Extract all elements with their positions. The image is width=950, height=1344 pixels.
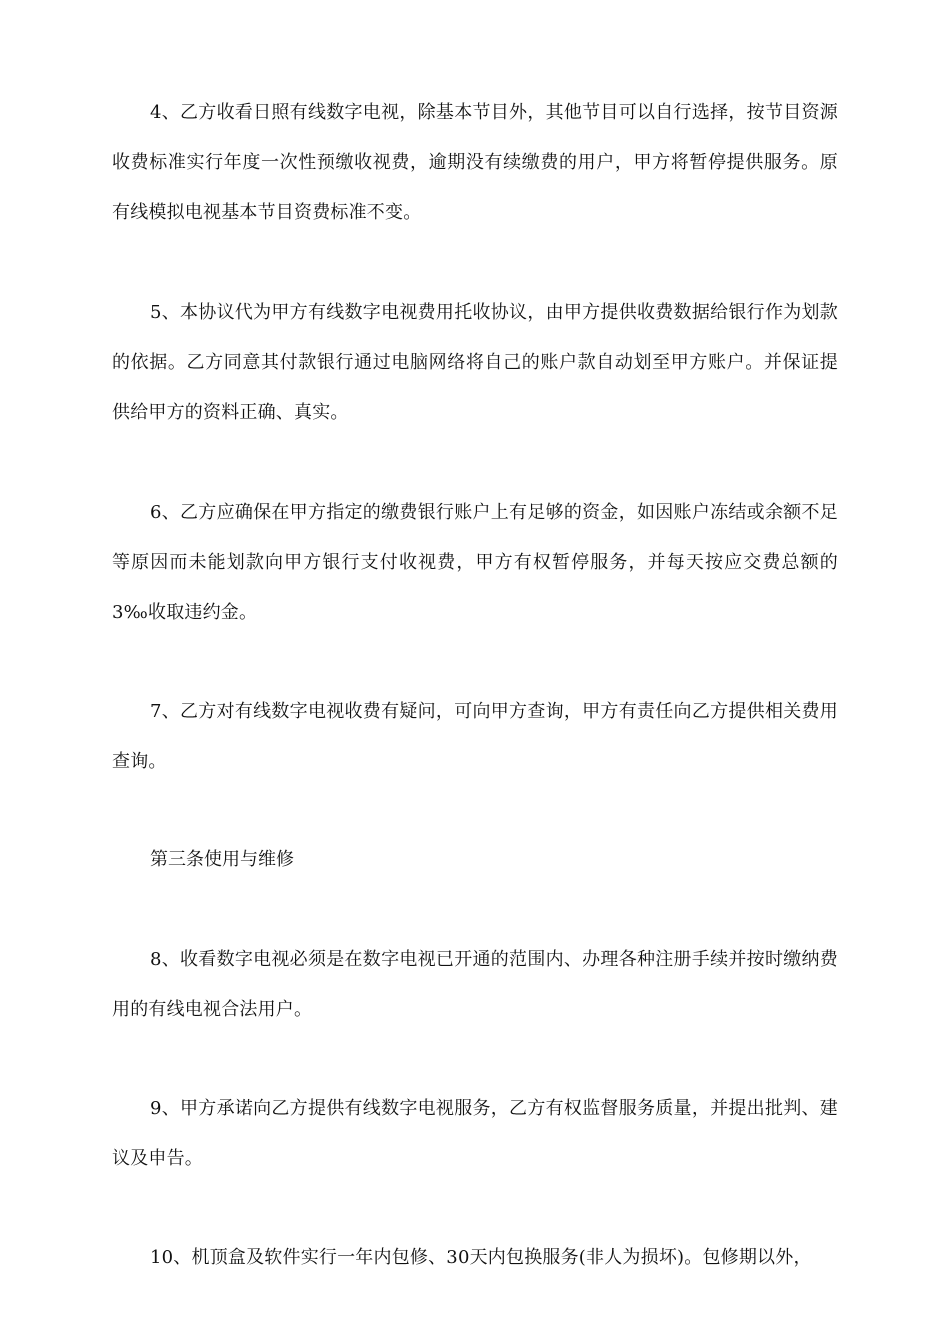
section-heading: 第三条使用与维修 xyxy=(150,849,294,870)
paragraph-4: 4、乙方收看日照有线数字电视，除基本节目外，其他节目可以自行选择，按节目资源收费标准实行年度一次性预缴收视费，逾期没有续缴费的用户，甲方将暂停提供服务。原有线模拟电视基本节目资费标准不变。 xyxy=(112,102,838,223)
paragraph-6: 6、乙方应确保在甲方指定的缴费银行账户上有足够的资金，如因账户冻结或余额不足等原因而未能划款向甲方银行支付收视费，甲方有权暂停服务，并每天按应交费总额的3‰收取违约金。 xyxy=(112,502,838,623)
paragraph-5: 5、本协议代为甲方有线数字电视费用托收协议，由甲方提供收费数据给银行作为划款的依据。乙方同意其付款银行通过电脑网络将自己的账户款自动划至甲方账户。并保证提供给甲方的资料正确、真实。 xyxy=(112,302,838,423)
paragraph-8: 8、收看数字电视必须是在数字电视已开通的范围内、办理各种注册手续并按时缴纳费用的有线电视合法用户。 xyxy=(112,949,838,1020)
paragraph-10: 10、机顶盒及软件实行一年内包修、30天内包换服务(非人为损坏)。包修期以外， xyxy=(150,1247,812,1268)
paragraph-9: 9、甲方承诺向乙方提供有线数字电视服务，乙方有权监督服务质量，并提出批判、建议及申告。 xyxy=(112,1098,838,1169)
paragraph-7: 7、乙方对有线数字电视收费有疑问，可向甲方查询，甲方有责任向乙方提供相关费用查询。 xyxy=(112,701,838,772)
